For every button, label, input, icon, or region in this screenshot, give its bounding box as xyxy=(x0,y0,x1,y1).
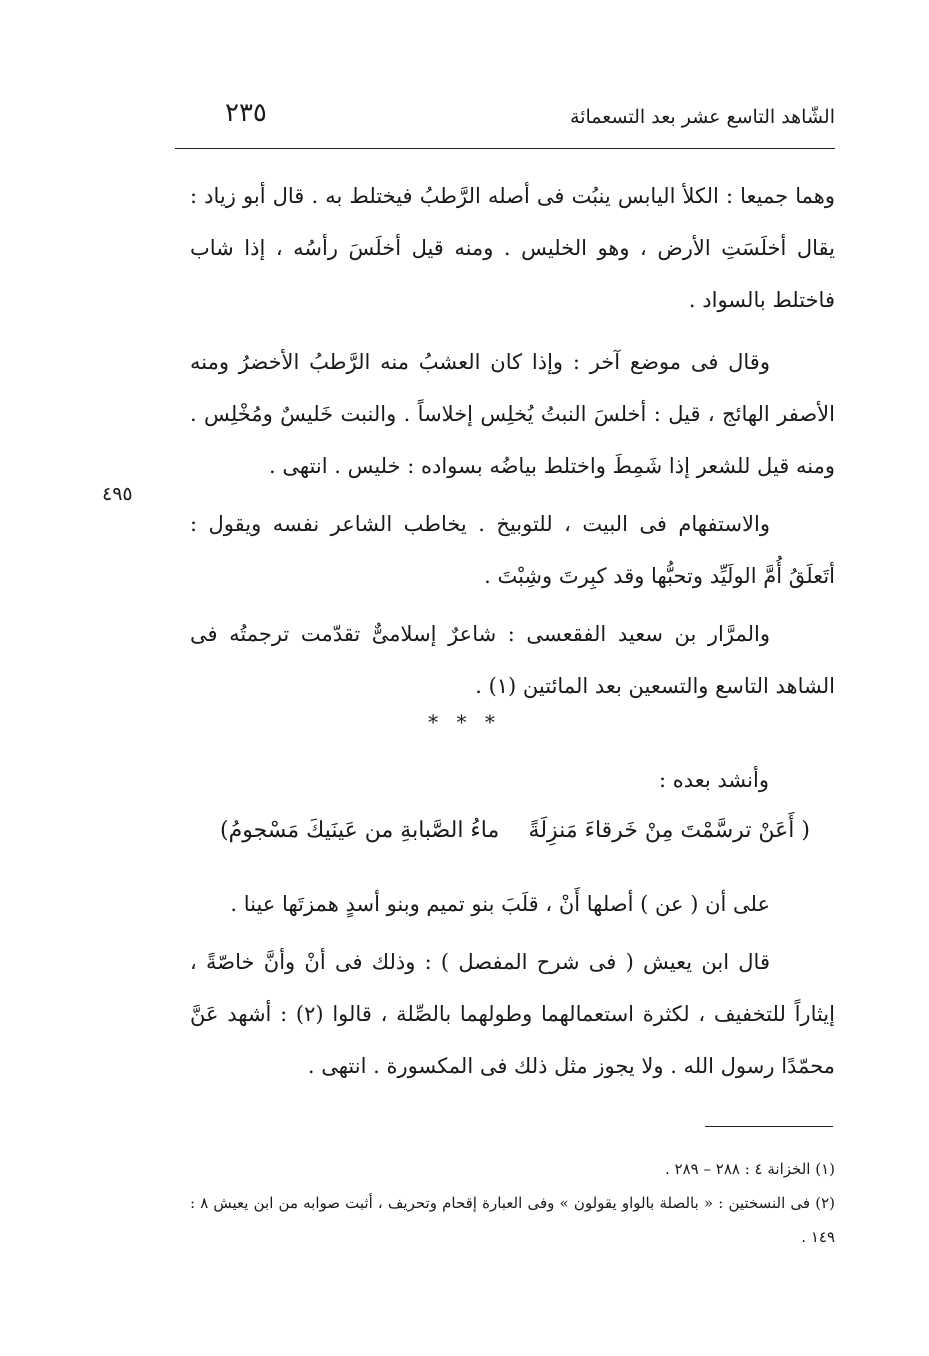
paragraph: وقال فى موضع آخر : وإذا كان العشبُ منه الرَّطبُ الأخضرُ ومنه الأصفر الهائج ، قيل : أخلسَ النبتُ يُخلِس إخلاساً . والنبت خَليسٌ ومُخْلِس . ومنه قيل للشعر إذا شَمِطَ واختلط بياضُه بسواده : خليس . انتهى . xyxy=(190,350,835,478)
body-text-continued xyxy=(190,878,835,1092)
footnote-rule xyxy=(705,1126,833,1127)
paragraph: على أن ( عن ) أصلها أَنْ ، قلَبَ بنو تميم وبنو أسدٍ همزتَها عينا . xyxy=(230,892,770,916)
margin-number: ٤٩٥ xyxy=(102,483,133,505)
footnote: (٢) فى النسختين : « بالصلة بالواو يقولون » وفى العبارة إقحام وتحريف ، أثبت صوابه من ابن يعيش ٨ : ١٤٩ . xyxy=(190,1194,835,1246)
verse-first-hemistich: ( أَعَنْ ترسَّمْتَ مِنْ خَرقاءَ مَنزِلَةً xyxy=(528,818,810,843)
running-header xyxy=(175,96,835,140)
page-number: ٢٣٥ xyxy=(225,98,267,128)
paragraph: والمرَّار بن سعيد الفقعسى : شاعرٌ إسلامىٌّ تقدّمت ترجمتُه فى الشاهد التاسع والتسعين بعد المائتين (١) . xyxy=(190,622,835,698)
footnotes xyxy=(190,1152,835,1254)
header-rule xyxy=(175,148,835,149)
verse-intro: وأنشد بعده : xyxy=(658,768,769,792)
paragraph: والاستفهام فى البيت ، للتوبيخ . يخاطب الشاعر نفسه ويقول : أتَعلَقُ أُمَّ الولَيِّد وتحبُّها وقد كبِرتَ وشِبْتَ . xyxy=(190,512,835,588)
header-title: الشّاهد التاسع عشر بعد التسعمائة xyxy=(570,106,835,128)
verse-second-hemistich: ماءُ الصَّبابةِ من عَينَيكَ مَسْجومُ) xyxy=(220,818,500,843)
paragraph: قال ابن يعيش ( فى شرح المفصل ) : وذلك فى أنْ وأنَّ خاصّةً ، إيثاراً للتخفيف ، لكثرة استعمالهما وطولهما بالصِّلة ، قالوا (٢) : أشهد عَنَّ محمّدًا رسول الله . ولا يجوز مثل ذلك فى المكسورة . انتهى . xyxy=(190,950,835,1078)
section-separator: * * * xyxy=(428,710,501,734)
paragraph: وهما جميعا : الكلأ اليابس ينبُت فى أصله الرَّطبُ فيختلط به . قال أبو زياد : يقال أخلَسَتِ الأرض ، وهو الخليس . ومنه قيل أخلَسَ رأسُه ، إذا شاب فاختلط بالسواد . xyxy=(190,184,835,312)
footnote: (١) الخزانة ٤ : ٢٨٨ – ٢٨٩ . xyxy=(665,1160,835,1178)
poetry-verse xyxy=(190,818,835,870)
body-text xyxy=(190,170,835,712)
